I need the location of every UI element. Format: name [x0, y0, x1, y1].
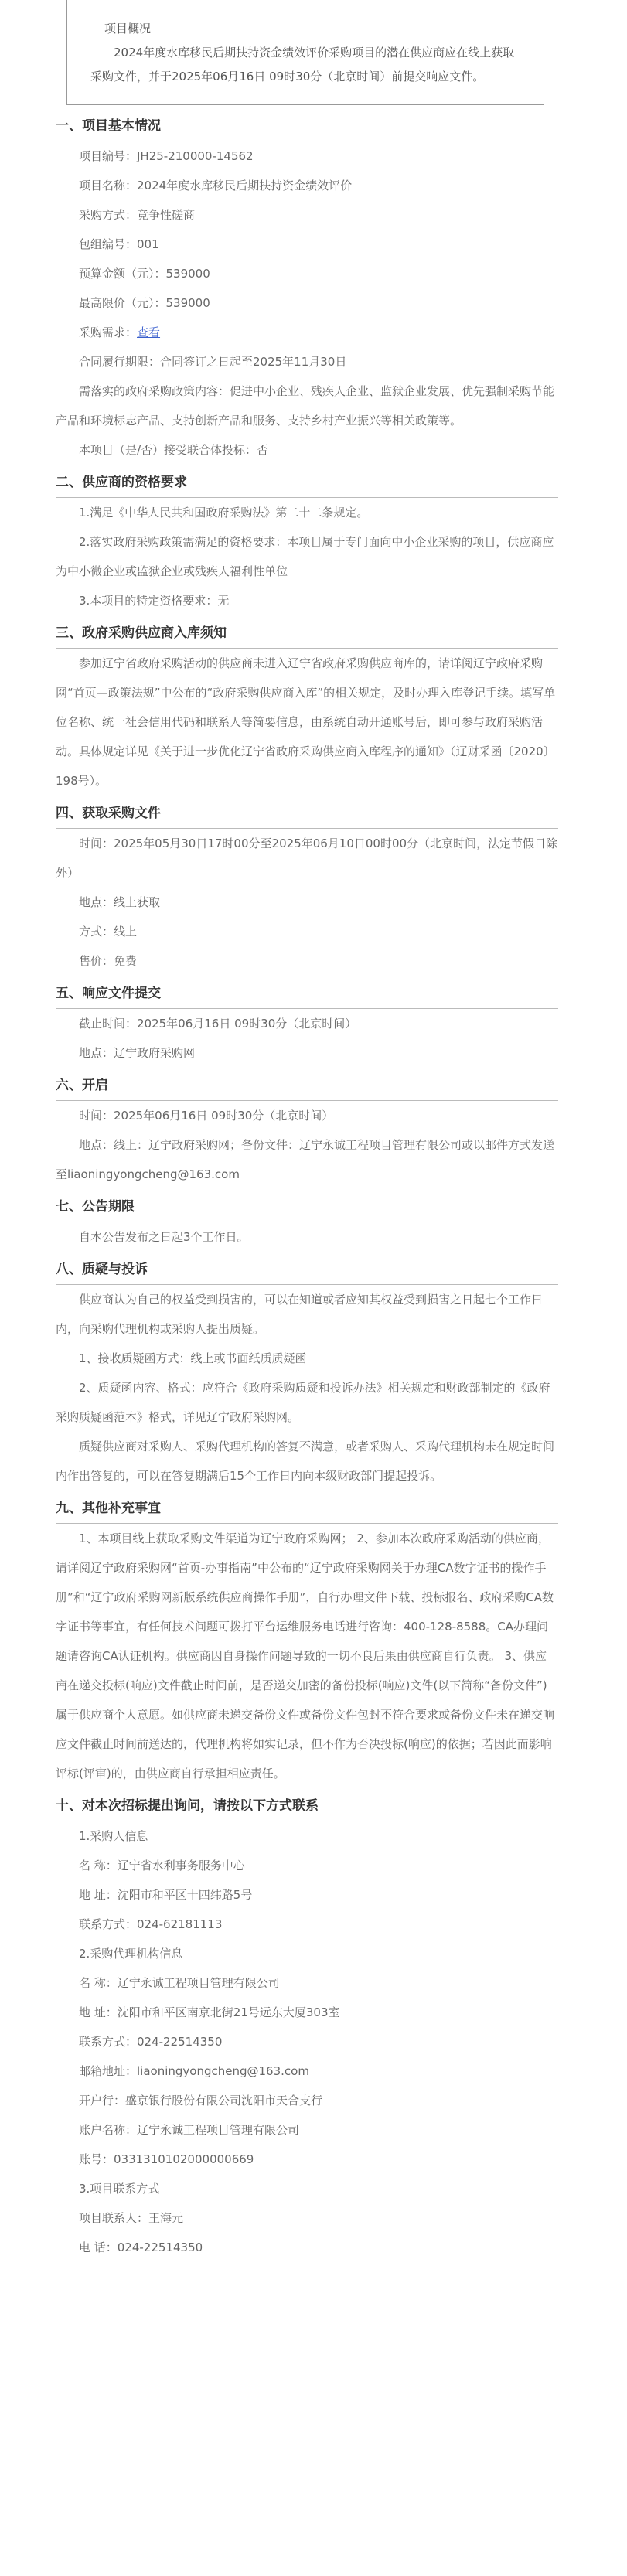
section — [56, 1071, 558, 1189]
section — [56, 1192, 558, 1252]
section-paragraph: 参加辽宁省政府采购活动的供应商未进入辽宁省政府采购供应商库的，请详阅辽宁政府采购网“首页—政策法规”中公布的“政府采购供应商入库”的相关规定，及时办理入库登记手续。填写单位名称、统一社会信用代码和联系人等简要信息，由系统自动开通账号后，即可参与政府采购活动。具体规定详见《关于进一步优化辽宁省政府采购供应商入库程序的通知》（辽财采函〔2020〕198号）。 — [56, 656, 556, 788]
section-line: 联系方式：024-22514350 — [79, 2035, 223, 2049]
section-line: 时间：2025年06月16日 09时30分（北京时间） — [79, 1109, 334, 1123]
section-paragraph: 2.落实政府采购政策需满足的资格要求：本项目属于专门面向中小企业采购的项目，供应商应为中小微企业或监狱企业或残疾人福利性单位 — [56, 535, 554, 578]
section-line: 项目联系人：王海元 — [79, 2211, 184, 2225]
section-paragraph: 自本公告发布之日起3个工作日。 — [79, 1230, 249, 1244]
section — [56, 1255, 558, 1491]
section-line: 包组编号：001 — [79, 237, 159, 251]
section-title: 十、对本次招标提出询问，请按以下方式联系 — [56, 1791, 558, 1821]
section-title: 八、质疑与投诉 — [56, 1255, 558, 1285]
section-line: 最高限价（元）：539000 — [79, 296, 210, 310]
section-paragraph: 供应商认为自己的权益受到损害的，可以在知道或者应知其权益受到损害之日起七个工作日内，向采购代理机构或采购人提出质疑。 — [56, 1293, 544, 1336]
section-title: 五、响应文件提交 — [56, 979, 558, 1009]
announcement-sections — [56, 111, 558, 2262]
section-line: 开户行：盛京银行股份有限公司沈阳市天合支行 — [79, 2094, 323, 2107]
section — [56, 1791, 558, 2262]
section-line: 名 称：辽宁省水利事务服务中心 — [79, 1859, 245, 1872]
procurement-requirement-label: 采购需求： — [79, 325, 138, 339]
project-summary-box — [66, 0, 544, 105]
section-paragraph: 1、本项目线上获取采购文件渠道为辽宁政府采购网； 2、参加本次政府采购活动的供应商，请详阅辽宁政府采购网“首页-办事指南”中公布的“辽宁政府采购网关于办理CA数字证书的操作手册”和“辽宁政府采购网新版系统供应商操作手册”，自行办理文件下载、投标报名、政府采购CA数字证书等事宜，有任何技术问题可拨打平台运维服务电话进行咨询：400-128-8588。CA办理问题请咨询CA认证机构。供应商因自身操作问题导致的一切不良后果由供应商自行负责。 3、供应商在递交投标(响应)文件截止时间前，是否递交加密的备份投标(响应)文件(以下简称“备份文件”)属于供应商个人意愿。如供应商未递交备份文件或备份文件包封不符合要求或备份文件未在递交响应文件截止时间前送达的，代理机构将如实记录，但不作为否决投标(响应)的依据；若因此而影响评标(评审)的，由供应商自行承担相应责任。 — [56, 1532, 555, 1780]
section — [56, 468, 558, 615]
section-title: 三、政府采购供应商入库须知 — [56, 618, 558, 649]
section-line: 项目编号：JH25-210000-14562 — [79, 149, 254, 163]
section-paragraph: 2、质疑函内容、格式：应符合《政府采购质疑和投诉办法》相关规定和财政部制定的《政府采购质疑函范本》格式，详见辽宁政府采购网。 — [56, 1381, 550, 1424]
section-line: 项目名称：2024年度水库移民后期扶持资金绩效评价 — [79, 179, 353, 193]
section-paragraph: 3.本项目的特定资格要求：无 — [79, 594, 230, 608]
section-line: 地 址：沈阳市和平区南京北街21号远东大厦303室 — [79, 2005, 340, 2019]
section-paragraph: 需落实的政府采购政策内容：促进中小企业、残疾人企业、监狱企业发展、优先强制采购节能产品和环境标志产品、支持创新产品和服务、支持乡村产业振兴等相关政策等。 — [56, 384, 555, 428]
section-title: 九、其他补充事宜 — [56, 1494, 558, 1524]
section-line: 售价：免费 — [79, 954, 138, 968]
summary-text: 2024年度水库移民后期扶持资金绩效评价采购项目的潜在供应商应在线上获取采购文件，并于2025年06月16日 09时30分（北京时间）前提交响应文件。 — [90, 46, 515, 83]
section — [56, 979, 558, 1068]
section-line: 1.采购人信息 — [79, 1829, 148, 1843]
announcement-page — [56, 0, 558, 2262]
section-line: 合同履行期限：合同签订之日起至2025年11月30日 — [79, 355, 347, 369]
section — [56, 1494, 558, 1788]
section-line: 3.项目联系方式 — [79, 2182, 160, 2196]
section-title: 四、获取采购文件 — [56, 799, 558, 829]
section — [56, 111, 558, 465]
section-line: 方式：线上 — [79, 925, 138, 939]
section-paragraph: 1.满足《中华人民共和国政府采购法》第二十二条规定。 — [79, 506, 369, 520]
section-line: 电 话：024-22514350 — [79, 2240, 203, 2254]
summary-title: 项目概况 — [104, 22, 152, 36]
section-line: 本项目（是/否）接受联合体投标：否 — [79, 443, 269, 457]
section-line: 地点：线上获取 — [79, 895, 161, 909]
section-title: 二、供应商的资格要求 — [56, 468, 558, 498]
section-paragraph: 1、接收质疑函方式：线上或书面纸质质疑函 — [79, 1351, 307, 1365]
section-line: 联系方式：024-62181113 — [79, 1917, 223, 1931]
section — [56, 618, 558, 796]
section-title: 一、项目基本情况 — [56, 111, 558, 141]
section-line: 截止时间：2025年06月16日 09时30分（北京时间） — [79, 1017, 357, 1031]
view-requirement-link[interactable]: 查看 — [137, 325, 161, 339]
procurement-requirement-row — [56, 318, 558, 347]
section-line: 预算金额（元）：539000 — [79, 267, 210, 281]
section-paragraph: 质疑供应商对采购人、采购代理机构的答复不满意，或者采购人、采购代理机构未在规定时间内作出答复的，可以在答复期满后15个工作日内向本级财政部门提起投诉。 — [56, 1440, 555, 1483]
section-line: 邮箱地址：liaoningyongcheng@163.com — [79, 2064, 309, 2078]
section-line: 采购方式：竞争性磋商 — [79, 208, 196, 222]
section-line: 账号：0331310102000000669 — [79, 2152, 254, 2166]
section-line: 地 址：沈阳市和平区十四纬路5号 — [79, 1888, 253, 1902]
section-title: 七、公告期限 — [56, 1192, 558, 1222]
section-line: 名 称：辽宁永诚工程项目管理有限公司 — [79, 1976, 280, 1990]
section-line: 2.采购代理机构信息 — [79, 1947, 183, 1961]
section — [56, 799, 558, 976]
section-paragraph: 时间：2025年05月30日17时00分至2025年06月10日00时00分（北京时间，法定节假日除外） — [56, 837, 558, 880]
section-paragraph: 地点：线上：辽宁政府采购网；备份文件：辽宁永诚工程项目管理有限公司或以邮件方式发送至liaoningyongcheng@163.com — [56, 1138, 555, 1181]
section-line: 地点：辽宁政府采购网 — [79, 1046, 196, 1060]
section-line: 账户名称：辽宁永诚工程项目管理有限公司 — [79, 2123, 300, 2137]
section-title: 六、开启 — [56, 1071, 558, 1101]
